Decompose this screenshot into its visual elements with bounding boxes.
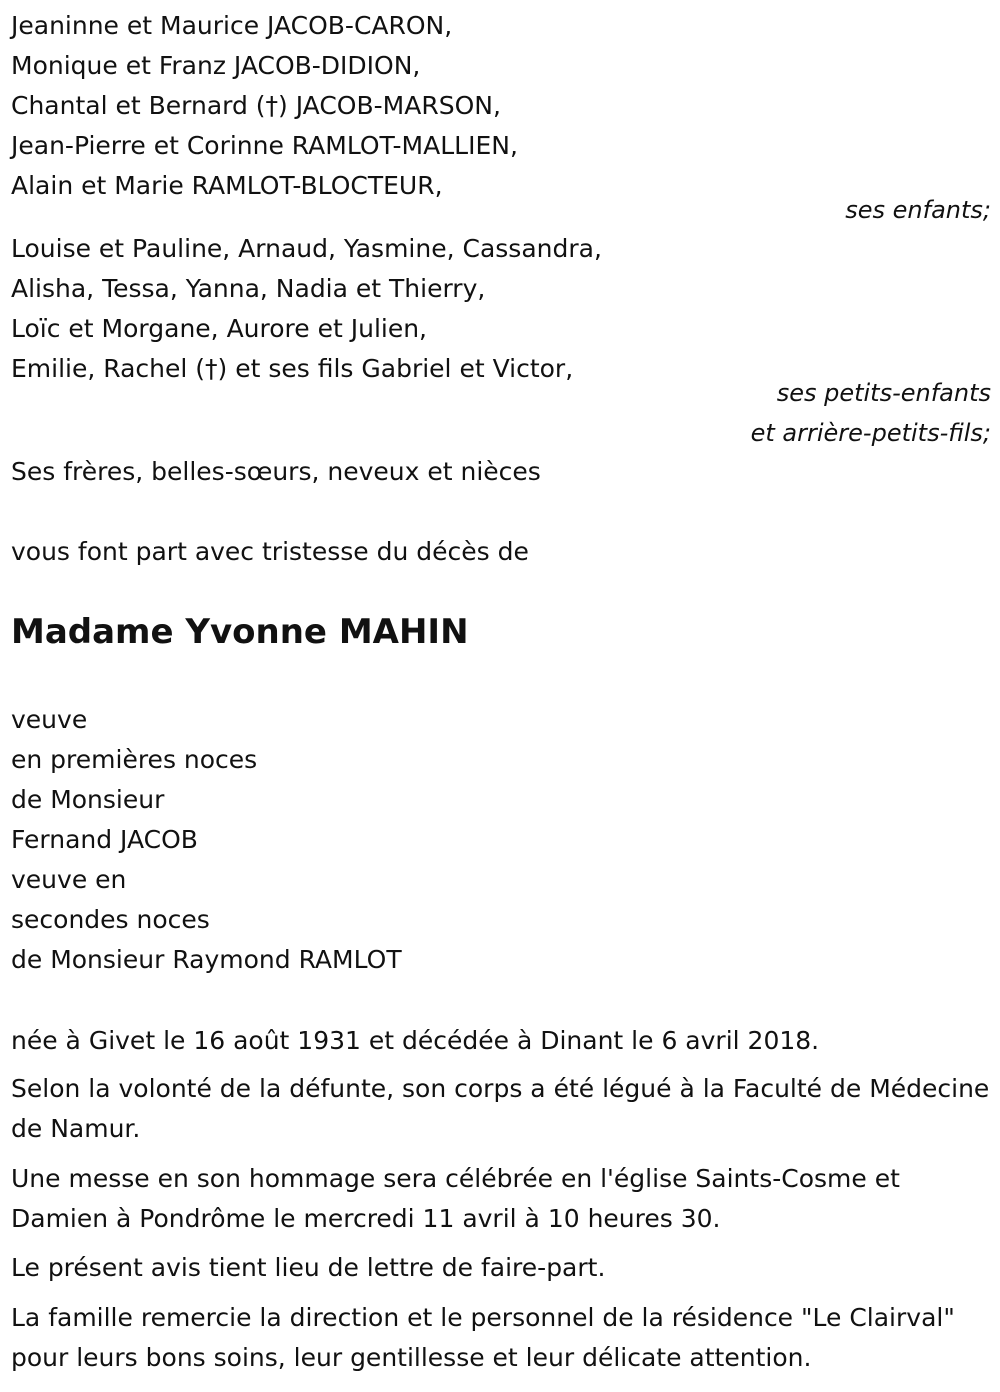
widow-line: de Monsieur	[11, 785, 165, 814]
widow-line: secondes noces	[11, 905, 210, 934]
grandchildren-line: Alisha, Tessa, Yanna, Nadia et Thierry,	[11, 274, 486, 303]
widow-details	[11, 700, 991, 980]
children-line: Jean-Pierre et Corinne RAMLOT-MALLIEN,	[11, 131, 518, 160]
grandchildren-list	[11, 229, 991, 389]
widow-line: en premières noces	[11, 745, 258, 774]
widow-line: de Monsieur Raymond RAMLOT	[11, 945, 402, 974]
children-label: ses enfants;	[845, 196, 991, 224]
deceased-name: Madame Yvonne MAHIN	[11, 612, 469, 652]
children-list	[11, 6, 991, 206]
great-grandchildren-label: et arrière-petits-fils;	[750, 419, 991, 447]
siblings-line: Ses frères, belles-sœurs, neveux et nièces	[11, 457, 541, 486]
children-line: Alain et Marie RAMLOT-BLOCTEUR,	[11, 171, 443, 200]
mass-paragraph: Une messe en son hommage sera célébrée en l'église Saints-Cosme et Damien à Pondrôme le mercredi 11 avril à 10 heures 30.	[11, 1164, 900, 1233]
widow-line: Fernand JACOB	[11, 825, 198, 854]
grandchildren-line: Loïc et Morgane, Aurore et Julien,	[11, 314, 428, 343]
grandchildren-line: Louise et Pauline, Arnaud, Yasmine, Cassandra,	[11, 234, 602, 263]
announcement-line: vous font part avec tristesse du décès de	[11, 537, 529, 566]
children-line: Jeaninne et Maurice JACOB-CARON,	[11, 11, 453, 40]
children-line: Chantal et Bernard (†) JACOB-MARSON,	[11, 91, 501, 120]
grandchildren-line: Emilie, Rachel (†) et ses fils Gabriel et Victor,	[11, 354, 574, 383]
birth-death-paragraph: née à Givet le 16 août 1931 et décédée à Dinant le 6 avril 2018.	[11, 1026, 820, 1055]
widow-line: veuve en	[11, 865, 127, 894]
thanks-paragraph: La famille remercie la direction et le personnel de la résidence "Le Clairval" pour leurs bons soins, leur gentillesse et leur délicate attention.	[11, 1303, 955, 1372]
grandchildren-label: ses petits-enfants	[776, 379, 991, 407]
notice-paragraph: Le présent avis tient lieu de lettre de faire-part.	[11, 1253, 606, 1282]
bequest-paragraph: Selon la volonté de la défunte, son corps a été légué à la Faculté de Médecine de Namur.	[11, 1074, 990, 1143]
children-line: Monique et Franz JACOB-DIDION,	[11, 51, 421, 80]
widow-line: veuve	[11, 705, 88, 734]
